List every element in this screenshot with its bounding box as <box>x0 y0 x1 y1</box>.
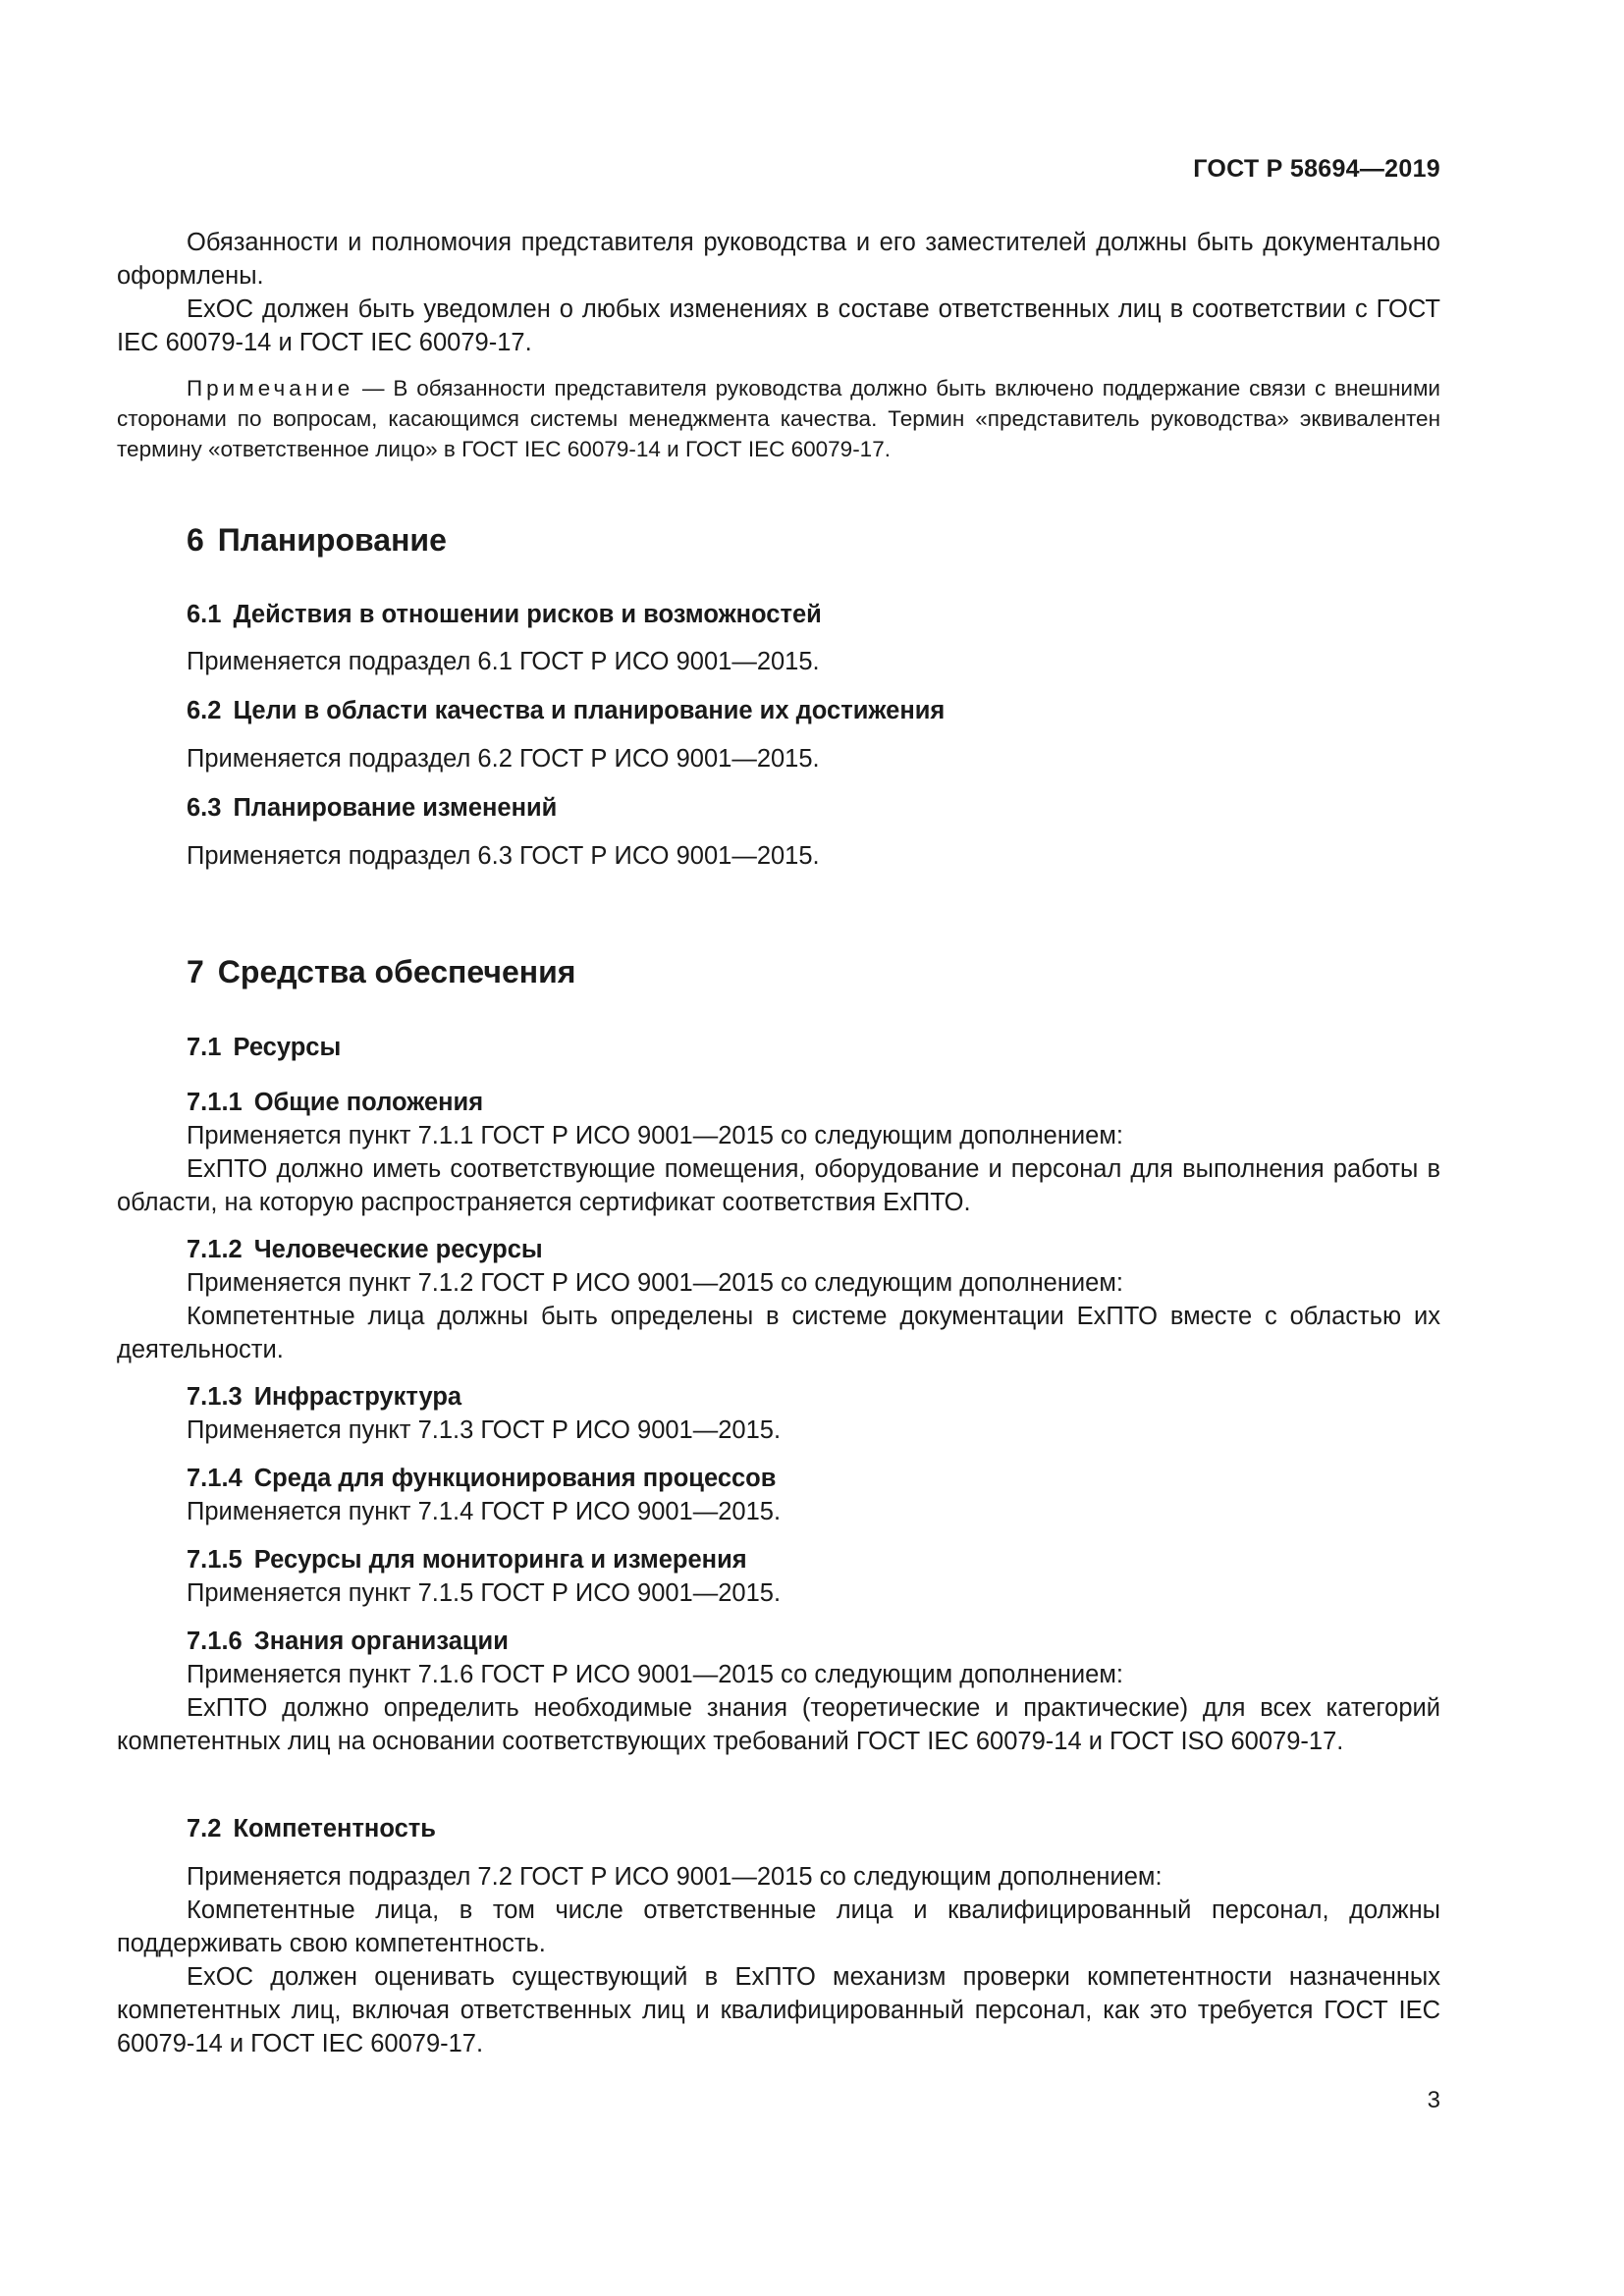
subsection-6-3-title: Планирование изменений <box>233 794 558 822</box>
clause-7-1-5 <box>117 1543 1440 1610</box>
subsection-6-1-text: Применяется подраздел 6.1 ГОСТ Р ИСО 9001—2015. <box>187 648 820 675</box>
subsection-6-1-title: Действия в отношении рисков и возможностей <box>233 601 822 628</box>
clause-7-1-3-text: Применяется пункт 7.1.3 ГОСТ Р ИСО 9001—2015. <box>187 1416 782 1444</box>
clause-7-1-1-text-1: Применяется пункт 7.1.1 ГОСТ Р ИСО 9001—2015 со следующим дополнением: <box>187 1122 1123 1149</box>
clause-7-1-4-text: Применяется пункт 7.1.4 ГОСТ Р ИСО 9001—2015. <box>187 1498 782 1525</box>
subsection-6-3-number: 6.3 <box>187 794 222 822</box>
subsection-6-1-number: 6.1 <box>187 601 222 628</box>
subsection-7-2-text-3: ExOC должен оценивать существующий в ExПТО механизм проверки компетентности назначенных компетентных лиц, включая ответственных лиц и квалифицированный персонал, как это требуется ГОСТ IEC 60079-14 и ГОСТ IEC 60079-17. <box>117 1963 1440 2057</box>
clause-7-1-4-number: 7.1.4 <box>187 1465 243 1492</box>
subsection-6-2-text: Применяется подраздел 6.2 ГОСТ Р ИСО 9001—2015. <box>187 745 820 773</box>
note-block <box>117 373 1440 464</box>
subsection-7-2-heading <box>117 1812 1440 1845</box>
intro-paragraph-1: Обязанности и полномочия представителя руководства и его заместителей должны быть документально оформлены. <box>117 229 1440 290</box>
subsection-6-2-title: Цели в области качества и планирование их достижения <box>233 697 946 724</box>
subsection-7-1-number: 7.1 <box>187 1034 222 1061</box>
section-7-number: 7 <box>187 954 204 989</box>
clause-7-1-6-title: Знания организации <box>253 1628 509 1655</box>
page-number: 3 <box>1427 2087 1440 2113</box>
subsection-6-1-body <box>117 645 1440 678</box>
clause-7-1-2-number: 7.1.2 <box>187 1236 243 1263</box>
clause-7-1-1 <box>117 1086 1440 1219</box>
clause-7-1-3 <box>117 1380 1440 1447</box>
clause-7-1-6-text-2: ExПТО должно определить необходимые знания (теоретические и практические) для всех категорий компетентных лиц на основании соответствующих требований ГОСТ IEC 60079-14 и ГОСТ ISO 60079-17. <box>117 1694 1440 1755</box>
subsection-6-3-heading <box>117 791 1440 825</box>
clause-7-1-2-text-1: Применяется пункт 7.1.2 ГОСТ Р ИСО 9001—2015 со следующим дополнением: <box>187 1269 1123 1297</box>
note-label: Примечание <box>187 376 354 400</box>
subsection-7-1-title: Ресурсы <box>233 1034 342 1061</box>
subsection-6-2-heading <box>117 694 1440 727</box>
clause-7-1-1-number: 7.1.1 <box>187 1089 243 1116</box>
section-6-title: Планирование <box>217 522 447 558</box>
subsection-7-2-body <box>117 1860 1440 2060</box>
clause-7-1-1-text-2: ExПТО должно иметь соответствующие помещения, оборудование и персонал для выполнения работы в области, на которую распространяется сертификат соответствия ExПТО. <box>117 1155 1440 1216</box>
clause-7-1-5-text: Применяется пункт 7.1.5 ГОСТ Р ИСО 9001—2015. <box>187 1579 782 1607</box>
subsection-7-2-title: Компетентность <box>233 1815 436 1842</box>
intro-paragraph-2: ExOC должен быть уведомлен о любых изменениях в составе ответственных лиц в соответствии с ГОСТ IEC 60079-14 и ГОСТ IEC 60079-17. <box>117 295 1440 356</box>
clause-7-1-5-title: Ресурсы для мониторинга и измерения <box>253 1546 747 1574</box>
section-7-title: Средства обеспечения <box>217 954 576 989</box>
clause-7-1-6-number: 7.1.6 <box>187 1628 243 1655</box>
clause-7-1-2-title: Человеческие ресурсы <box>253 1236 543 1263</box>
subsection-7-1-heading <box>117 1031 1440 1064</box>
document-code-header: ГОСТ Р 58694—2019 <box>1193 155 1440 183</box>
subsection-6-2-number: 6.2 <box>187 697 222 724</box>
clause-7-1-1-title: Общие положения <box>253 1089 484 1116</box>
note-text: — В обязанности представителя руководства должно быть включено поддержание связи с внешними сторонами по вопросам, касающимся системы менеджмента качества. Термин «представитель руководства» эквивалентен термину «ответственное лицо» в ГОСТ IEC 60079-14 и ГОСТ IEC 60079-17. <box>117 376 1440 461</box>
subsection-7-2-text-1: Применяется подраздел 7.2 ГОСТ Р ИСО 9001—2015 со следующим дополнением: <box>187 1863 1163 1891</box>
section-6-heading <box>117 520 1440 560</box>
section-7-heading <box>117 952 1440 991</box>
section-6-number: 6 <box>187 522 204 558</box>
clause-7-1-2 <box>117 1233 1440 1366</box>
subsection-7-2-text-2: Компетентные лица, в том числе ответственные лица и квалифицированный персонал, должны поддерживать свою компетентность. <box>117 1896 1440 1957</box>
clause-7-1-3-number: 7.1.3 <box>187 1383 243 1411</box>
subsection-7-2-number: 7.2 <box>187 1815 222 1842</box>
clause-7-1-6-text-1: Применяется пункт 7.1.6 ГОСТ Р ИСО 9001—2015 со следующим дополнением: <box>187 1661 1123 1688</box>
note-paragraph <box>117 373 1440 464</box>
subsection-6-3-body <box>117 839 1440 873</box>
subsection-6-2-body <box>117 742 1440 775</box>
clause-7-1-6 <box>117 1625 1440 1758</box>
clause-7-1-4 <box>117 1462 1440 1528</box>
subsection-6-3-text: Применяется подраздел 6.3 ГОСТ Р ИСО 9001—2015. <box>187 842 820 870</box>
clause-7-1-4-title: Среда для функционирования процессов <box>253 1465 777 1492</box>
intro-block <box>117 226 1440 359</box>
subsection-6-1-heading <box>117 598 1440 631</box>
clause-7-1-5-number: 7.1.5 <box>187 1546 243 1574</box>
clause-7-1-2-text-2: Компетентные лица должны быть определены в системе документации ExПТО вместе с областью их деятельности. <box>117 1303 1440 1363</box>
clause-7-1-3-title: Инфраструктура <box>253 1383 462 1411</box>
